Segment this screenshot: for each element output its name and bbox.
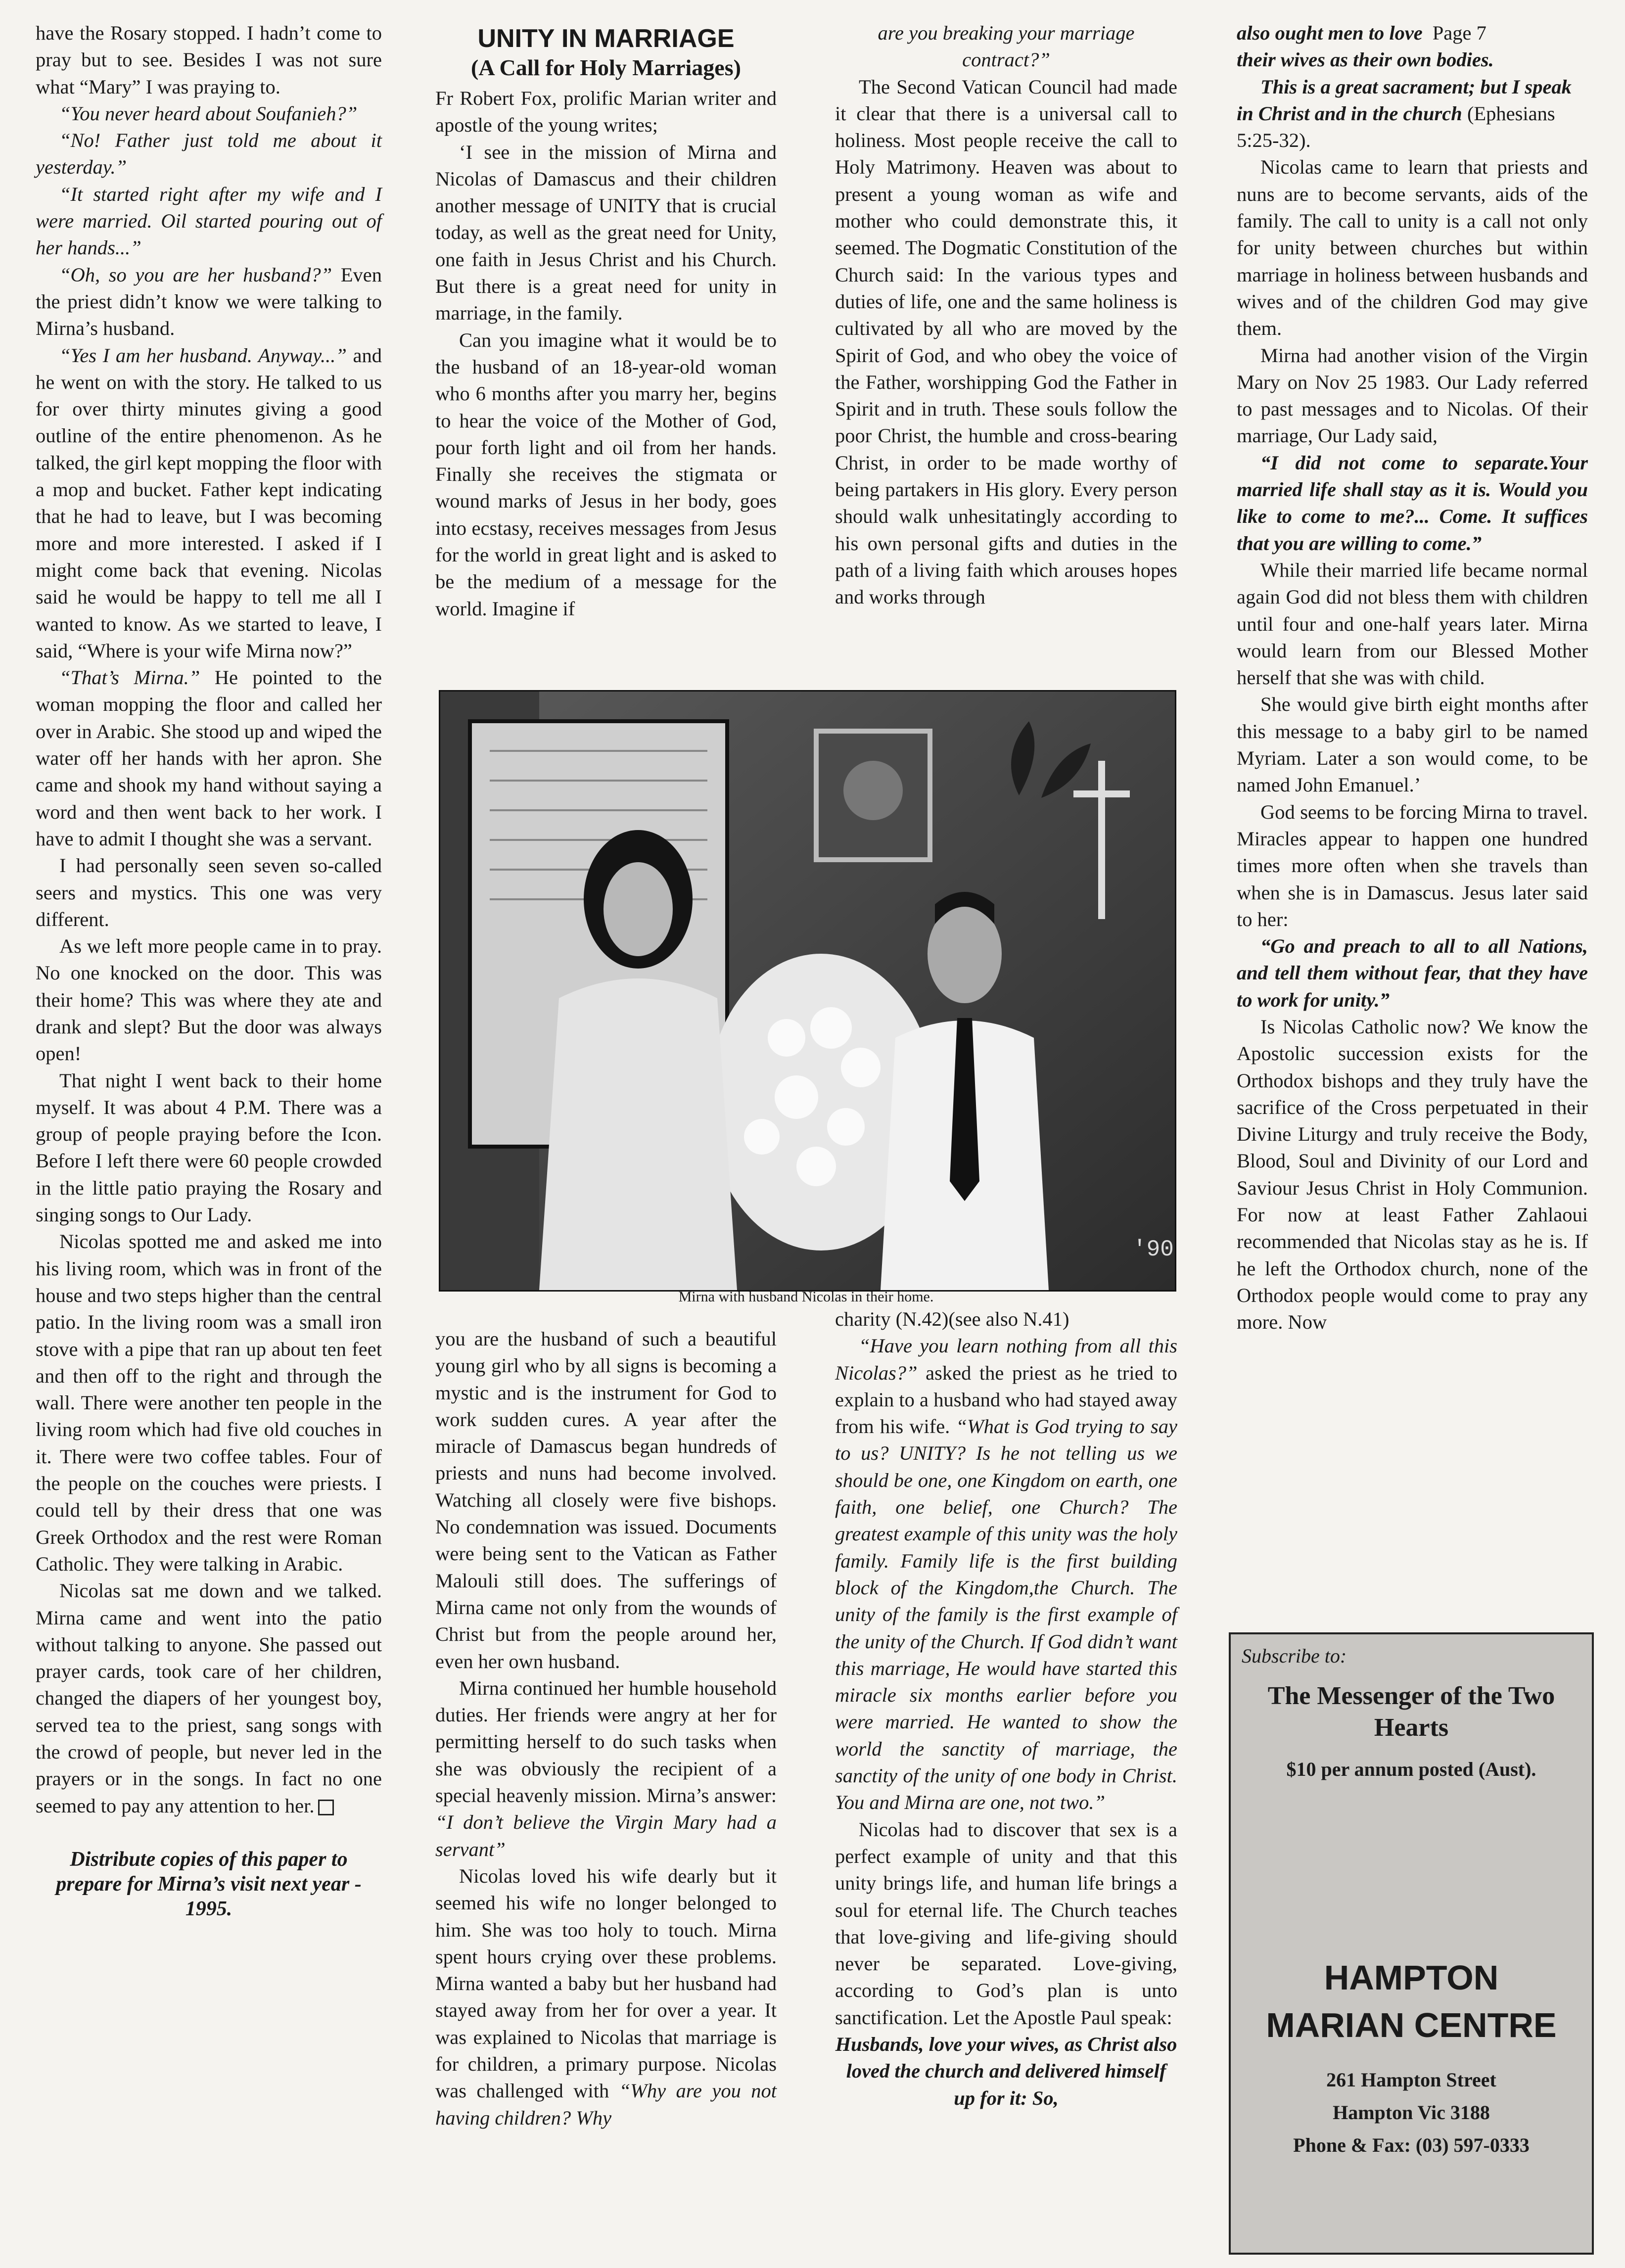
- paragraph: charity (N.42)(see also N.41): [835, 1308, 1069, 1330]
- column-3-top: [835, 20, 1177, 611]
- paragraph: [1237, 74, 1588, 154]
- body-text: asked the priest as he tried to explain to a husband who had stayed away from his wife.: [835, 1361, 1177, 1438]
- body-text: He pointed to the woman mopping the floor and called her over in Arabic. She stood up and wiped the water off her hands with her apron. She came and shook my hand without saying a word and then went back to her work. I have to admit I thought she was a servant.: [36, 666, 382, 850]
- paragraph: Nicolas had to discover that sex is a perfect example of unity and that this unity brings life, and human life brings a soul for eternal life. The Church teaches that love-giving and life-giving should never be separated. Love-giving, according to God’s plan is unto sanctification. Let the Apostle Paul speak:: [835, 1818, 1177, 2029]
- quote-text: “Why are you not having children? Why: [435, 2080, 777, 2129]
- paragraph: [36, 1577, 382, 1819]
- paragraph: are you breaking your marriage contract?”: [878, 22, 1135, 71]
- quote-text: “What is God trying to say to us? UNITY? Is he not telling us we should be one, one Kingdom on earth, one faith, one belief, one Church? The greatest example of this unity was the holy family. Family life is the first building block of the Kingdom,the Church. The unity of the family is the first example of the unity of the Church. If God didn’t want this marriage, He would have started this miracle six months earlier before you were married. He wanted to show the world the sanctity of marriage, the sanctity of the unity of one body in Christ. You and Mirna are one, not two.”: [835, 1415, 1177, 1814]
- article-title: UNITY IN MARRIAGE: [477, 24, 735, 53]
- scripture-reference: (Ephesians 5:25-32).: [1237, 102, 1555, 152]
- subscription-ad-box: [1229, 1632, 1594, 2255]
- distribute-notice: Distribute copies of this paper to prepare for Mirna’s visit next year - 1995.: [56, 1848, 362, 1920]
- end-square-icon: [318, 1800, 334, 1815]
- paragraph: Fr Robert Fox, prolific Marian writer and apostle of the young writes;: [435, 87, 777, 137]
- paragraph: have the Rosary stopped. I hadn’t come to pray but to see. Besides I was not sure what “Mary” I was praying to.: [36, 22, 382, 98]
- body-text: Mirna continued her humble household duties. Her friends were angry at her for permitting herself to do such tasks when she was obviously the recipient of a special heavenly mission. Mirna’s answer:: [435, 1676, 777, 1807]
- paragraph: ‘I see in the mission of Mirna and Nicolas of Damascus and their children another message of UNITY that is crucial today, as well as the great need for Unity, one faith in Jesus Christ and his Church. But there is a great need for unity in marriage, in the family.: [435, 140, 777, 324]
- paragraph: [1237, 20, 1588, 46]
- paragraph: That night I went back to their home myself. It was about 4 P.M. There was a group of people praying before the Icon. Before I left there were 60 people crowded in the little patio praying the Rosary and singing songs to Our Lady.: [36, 1069, 382, 1226]
- paragraph: I had personally seen seven so-called seers and mystics. This one was very different.: [36, 854, 382, 930]
- quote-jesus: “Go and preach to all to all Nations, and tell them without fear, that they have to work for unity.”: [1237, 935, 1588, 1011]
- column-3-bottom: [835, 1306, 1177, 2112]
- centre-street: 261 Hampton Street: [1326, 2069, 1496, 2091]
- ad-spacer: [1231, 2049, 1592, 2064]
- paragraph: Is Nicolas Catholic now? We know the Apostolic succession exists for the Orthodox bishops and they truly have the sacrifice of the Cross perpetuated in their Divine Liturgy and truly receive the Body, Blood, Soul and Divinity of our Lord and Saviour Jesus Christ in Holy Communion. For now at least Father Zahlaoui recommended that Nicolas stay as he is. If he left the Orthodox church, none of the Orthodox people would come to pray any more. Now: [1237, 1015, 1588, 1334]
- photo-date-stamp: '90: [1133, 1237, 1174, 1262]
- quote-text: “Yes I am her husband. Anyway...”: [59, 344, 347, 367]
- paragraph: While their married life became normal again God did not bless them with children until four and one-half years later. Mirna would learn from our Blessed Mother herself that she was with child.: [1237, 558, 1588, 689]
- paragraph: [435, 1863, 777, 2131]
- column-4: [1237, 20, 1588, 1336]
- centre-name-line2: MARIAN CENTRE: [1266, 2006, 1557, 2044]
- page-number: Page 7: [1432, 22, 1486, 44]
- paragraph: “You never heard about Soufanieh?”: [59, 102, 358, 125]
- body-text: Nicolas sat me down and we talked. Mirna came and went into the patio without talking to anyone. She passed out prayer cards, took care of her children, changed the diapers of her youngest boy, served tea to the priest, sang songs with the crowd of people, but never led in the prayers or in the songs. In fact no one seemed to pay any attention to her.: [36, 1579, 382, 1817]
- paragraph: [36, 342, 382, 665]
- column-1: [36, 20, 382, 1921]
- publication-title: The Messenger of the Two Hearts: [1267, 1682, 1555, 1742]
- ad-spacer: [1231, 1781, 1592, 1954]
- paragraph: Nicolas spotted me and asked me into his living room, which was in front of the house and two steps higher than the central patio. In the living room was a small iron stove with a pipe that ran up about ten feet and then off to the right and through the wall. There were another ten people in the living room which had five old couches in it. There were two coffee tables. Four of the people on the couches were priests. I could tell by their dress that one was Greek Orthodox and the rest were Roman Catholic. They were talking in Arabic.: [36, 1230, 382, 1575]
- quote-text: “I don’t believe the Virgin Mary had a servant”: [435, 1811, 777, 1860]
- quote-text: “Oh, so you are her husband?”: [59, 263, 332, 286]
- paragraph: [36, 262, 382, 342]
- article-subtitle: (A Call for Holy Marriages): [471, 55, 741, 80]
- centre-phone: Phone & Fax: (03) 597-0333: [1293, 2134, 1530, 2156]
- paragraph: Can you imagine what it would be to the husband of an 18-year-old woman who 6 months after you marry her, begins to hear the voice of the Mother of God, pour forth light and oil from her hands. Finally she receives the stigmata or wound marks of Jesus in her body, goes into ecstasy, receives messages from Jesus for the world in great light and is asked to be the medium of a message for the world. Imagine if: [435, 328, 777, 620]
- subscription-price: $10 per annum posted (Aust).: [1286, 1758, 1536, 1780]
- column-2-top: [435, 20, 777, 622]
- photo-illustration: [440, 692, 1175, 1290]
- paragraph: [435, 1675, 777, 1863]
- centre-name-line1: HAMPTON: [1324, 1958, 1499, 1997]
- paragraph: She would give birth eight months after this message to a baby girl to be named Myriam. Later a son would come, to be named John Emanuel.’: [1237, 693, 1588, 796]
- paragraph: Mirna had another vision of the Virgin Mary on Nov 25 1983. Our Lady referred to past messages and to Nicolas. Of their marriage, Our Lady said,: [1237, 344, 1588, 447]
- paragraph: [835, 1333, 1177, 1816]
- paragraph: The Second Vatican Council had made it clear that there is a universal call to holiness. Most people receive the call to Holy Matrimony. Heaven was about to present a young woman as wife and mother who could demonstrate this, it seemed. The Dogmatic Constitution of the Church said: In the various types and duties of life, one and the same holiness is cultivated by all who are moved by the Spirit of God, and who obey the voice of the Father, worshipping God the Father in Spirit and in truth. These souls follow the poor Christ, the humble and cross-bearing Christ, in order to be made worthy of being partakers in His glory. Every person should walk unhesitatingly according to his own personal gifts and duties in the path of a living faith which arouses hopes and works through: [835, 75, 1177, 608]
- centre-suburb: Hampton Vic 3188: [1333, 2101, 1490, 2124]
- scripture-text: also ought men to love: [1237, 22, 1423, 44]
- paragraph: [36, 664, 382, 852]
- body-text: and he went on with the story. He talked to us for over thirty minutes giving a good outline of the entire phenomenon. As he talked, the girl kept mopping the floor with a mop and bucket. Father kept indicating that he had to leave, but I was becoming more and more interested. I asked if I might come back that evening. Nicolas said he would be happy to tell me all I wanted to know. As we started to leave, I said, “Where is your wife Mirna now?”: [36, 344, 382, 662]
- scripture-text: This is a great sacrament; but I speak in Christ and in the church: [1237, 75, 1572, 125]
- quote-our-lady: “I did not come to separate.Your married life shall stay as it is. Would you like to come to me?... Come. It suffices that you are willing to come.”: [1237, 451, 1588, 555]
- photo-mirna-nicolas: [439, 690, 1176, 1292]
- scripture-quote: Husbands, love your wives, as Christ also loved the church and delivered himself up for it: So,: [835, 2033, 1177, 2109]
- body-text: Even the priest didn’t know we were talking to Mirna’s husband.: [36, 263, 382, 340]
- paragraph: Nicolas came to learn that priests and nuns are to become servants, aids of the family. The call to unity is a call not only for unity between churches but within marriage in holiness between husbands and wives and of the children God may give them.: [1237, 156, 1588, 340]
- quote-text: “Have you learn nothing from all this Nicolas?”: [835, 1335, 1177, 1384]
- paragraph: “No! Father just told me about it yesterday.”: [36, 129, 382, 179]
- photo-caption: Mirna with husband Nicolas in their home.: [678, 1289, 934, 1305]
- subscribe-label: Subscribe to:: [1242, 1645, 1347, 1667]
- quote-text: “That’s Mirna.”: [59, 666, 200, 689]
- body-text: Nicolas loved his wife dearly but it seemed his wife no longer belonged to him. She was too holy to touch. Mirna spent hours crying over these problems. Mirna wanted a baby but her husband had stayed away from her for over a year. It was explained to Nicolas that marriage is for children, a primary purpose. Nicolas was challenged with: [435, 1864, 777, 2102]
- paragraph: God seems to be forcing Mirna to travel. Miracles appear to happen one hundred times more often when she travels than when she is in Damascus. Jesus later said to her:: [1237, 800, 1588, 930]
- paragraph: you are the husband of such a beautiful young girl who by all signs is becoming a mystic and is the instrument for God to work sudden cures. A year after the miracle of Damascus began hundreds of priests and nuns had become involved. Watching all closely were five bishops. No condemnation was issued. Documents were being sent to the Vatican as Father Malouli still does. The sufferings of Mirna came not only from the wounds of Christ but from the people around her, even her own husband.: [435, 1328, 777, 1672]
- scripture-text: their wives as their own bodies.: [1237, 48, 1494, 71]
- paragraph: “It started right after my wife and I were married. Oil started pouring out of her hands...”: [36, 183, 382, 259]
- paragraph: As we left more people came in to pray. No one knocked on the door. This was their home? This was where they ate and drank and slept? But the door was always open!: [36, 935, 382, 1065]
- column-2-bottom: [435, 1326, 777, 2131]
